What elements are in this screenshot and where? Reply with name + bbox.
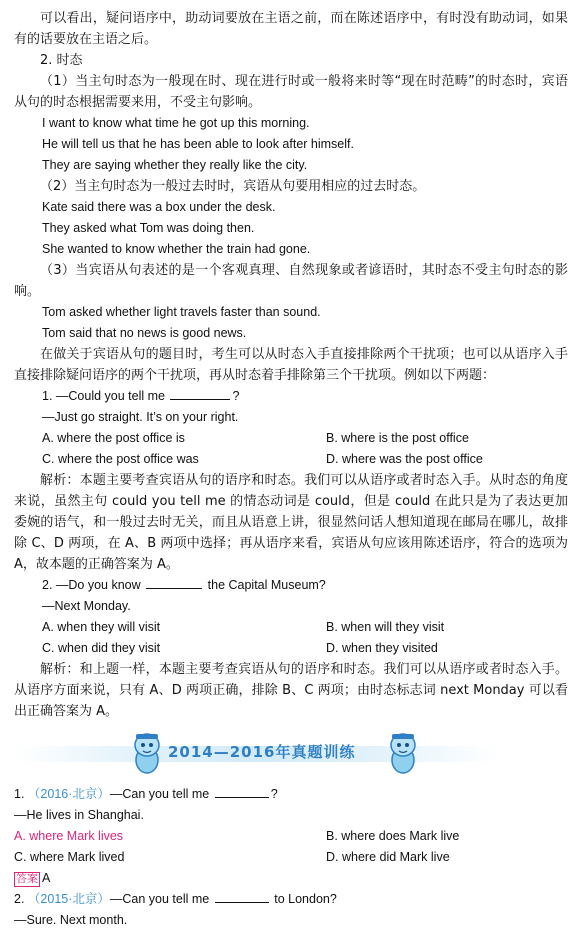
analysis-2: 解析：和上题一样，本题主要考查宾语从句的语序和时态。我们可以从语序或者时态入手。从语序方面来说，只有 A、D 两项正确，排除 B、C 两项；由时态标志词 next Monday 可以看出正确答案为 A。 (14, 662, 568, 719)
question-reply: —He lives in Shanghai. (14, 808, 144, 822)
example-question-2 (14, 575, 568, 596)
options-row (14, 826, 568, 847)
options-row (14, 617, 568, 638)
analysis-1: 解析：本题主要考查宾语从句的语序和时态。我们可以从语序或者时态入手。从时态的角度来说，虽然主句 could you tell me 的情态动词是 could，但是 could 在此只是为了表达更加委婉的语气，和一般过去时无关，而且从语意上讲，很显然问话人想知道现在邮局在哪儿，故排除 C、D 两项，在 A、B 两项中选择；再从语序来看，宾语从句应该用陈述语序，符合的选项为 A，故本题的正确答案为 A。 (14, 473, 568, 572)
rule-3: （3）当宾语从句表述的是一个客观真理、自然现象或者谚语时，其时态不受主句时态的影响。 (14, 263, 568, 299)
question-stem-end: to London? (274, 892, 337, 906)
example-sentence: They are saying whether they really like the city. (42, 158, 308, 172)
tip-paragraph: 在做关于宾语从句的题目时，考生可以从时态入手直接排除两个干扰项；也可以从语序入手直接排除疑问语序的两个干扰项，再从时态着手排除第三个干扰项。例如以下两题： (14, 347, 568, 383)
option-a: A. where the post office is (42, 431, 185, 445)
option-a: A. when they will visit (42, 620, 161, 634)
mascot-right-icon (386, 730, 420, 776)
section-banner (14, 730, 568, 778)
options-row (14, 428, 568, 449)
option-d: D. when they visited (326, 641, 438, 655)
question-reply: —Sure. Next month. (14, 913, 128, 927)
question-number: 1. (14, 787, 25, 801)
question-stem-end: ? (232, 389, 240, 403)
question-stem-end: the Capital Museum? (207, 578, 326, 592)
option-a-correct: A. where Mark lives (14, 829, 124, 843)
option-b: B. where does Mark live (326, 829, 460, 843)
options-row (14, 449, 568, 470)
intro-paragraph: 可以看出，疑问语序中，助动词要放在主语之前，而在陈述语序中，有时没有助动词，如果有的话要放在主语之后。 (14, 11, 568, 47)
question-stem: —Can you tell me (109, 787, 210, 801)
answer-blank (146, 577, 202, 589)
answer-blank (215, 786, 269, 798)
options-row (14, 638, 568, 659)
banner-title: 2014—2016年真题训练 (168, 743, 356, 761)
option-c: C. when did they visit (42, 641, 161, 655)
example-sentence: I want to know what time he got up this morning. (42, 116, 310, 130)
question-source: （2016·北京） (27, 787, 110, 801)
option-d: D. where did Mark live (326, 850, 450, 864)
example-sentence: Kate said there was a box under the desk. (42, 200, 276, 214)
example-question-1 (14, 386, 568, 407)
rule-1: （1）当主句时态为一般现在时、现在进行时或一般将来时等“现在时范畴”的时态时，宾语从句的时态根据需要来用，不受主句影响。 (14, 74, 568, 110)
question-source: （2015·北京） (27, 892, 110, 906)
option-d: D. where was the post office (326, 452, 483, 466)
option-b: B. where is the post office (326, 431, 469, 445)
answer-blank (215, 891, 269, 903)
answer-blank (170, 388, 230, 400)
option-c: C. where Mark lived (14, 850, 125, 864)
example-sentence: He will tell us that he has been able to look after himself. (42, 137, 354, 151)
example-sentence: Tom asked whether light travels faster than sound. (42, 305, 321, 319)
options-row (14, 847, 568, 868)
question-stem: 2. —Do you know (42, 578, 141, 592)
example-sentence: Tom said that no news is good news. (42, 326, 247, 340)
section-heading-tense: 2. 时态 (40, 53, 83, 68)
example-sentence: She wanted to know whether the train had gone. (42, 242, 311, 256)
mascot-left-icon (130, 730, 164, 776)
question-reply: —Next Monday. (42, 599, 131, 613)
option-c: C. where the post office was (42, 452, 199, 466)
question-number: 2. (14, 892, 25, 906)
question-stem: —Can you tell me (109, 892, 210, 906)
example-sentence: They asked what Tom was doing then. (42, 221, 255, 235)
answer-tag: 答案 (16, 873, 38, 885)
answer-value: A (42, 871, 51, 885)
question-stem: 1. —Could you tell me (42, 389, 165, 403)
question-stem-end: ? (270, 787, 278, 801)
option-b: B. when will they visit (326, 620, 445, 634)
answer-line (14, 868, 568, 889)
exam-question-2 (14, 889, 568, 910)
exam-question-1 (14, 784, 568, 805)
rule-2: （2）当主句时态为一般过去时时，宾语从句要用相应的过去时态。 (40, 179, 426, 194)
question-reply: —Just go straight. It’s on your right. (42, 410, 239, 424)
